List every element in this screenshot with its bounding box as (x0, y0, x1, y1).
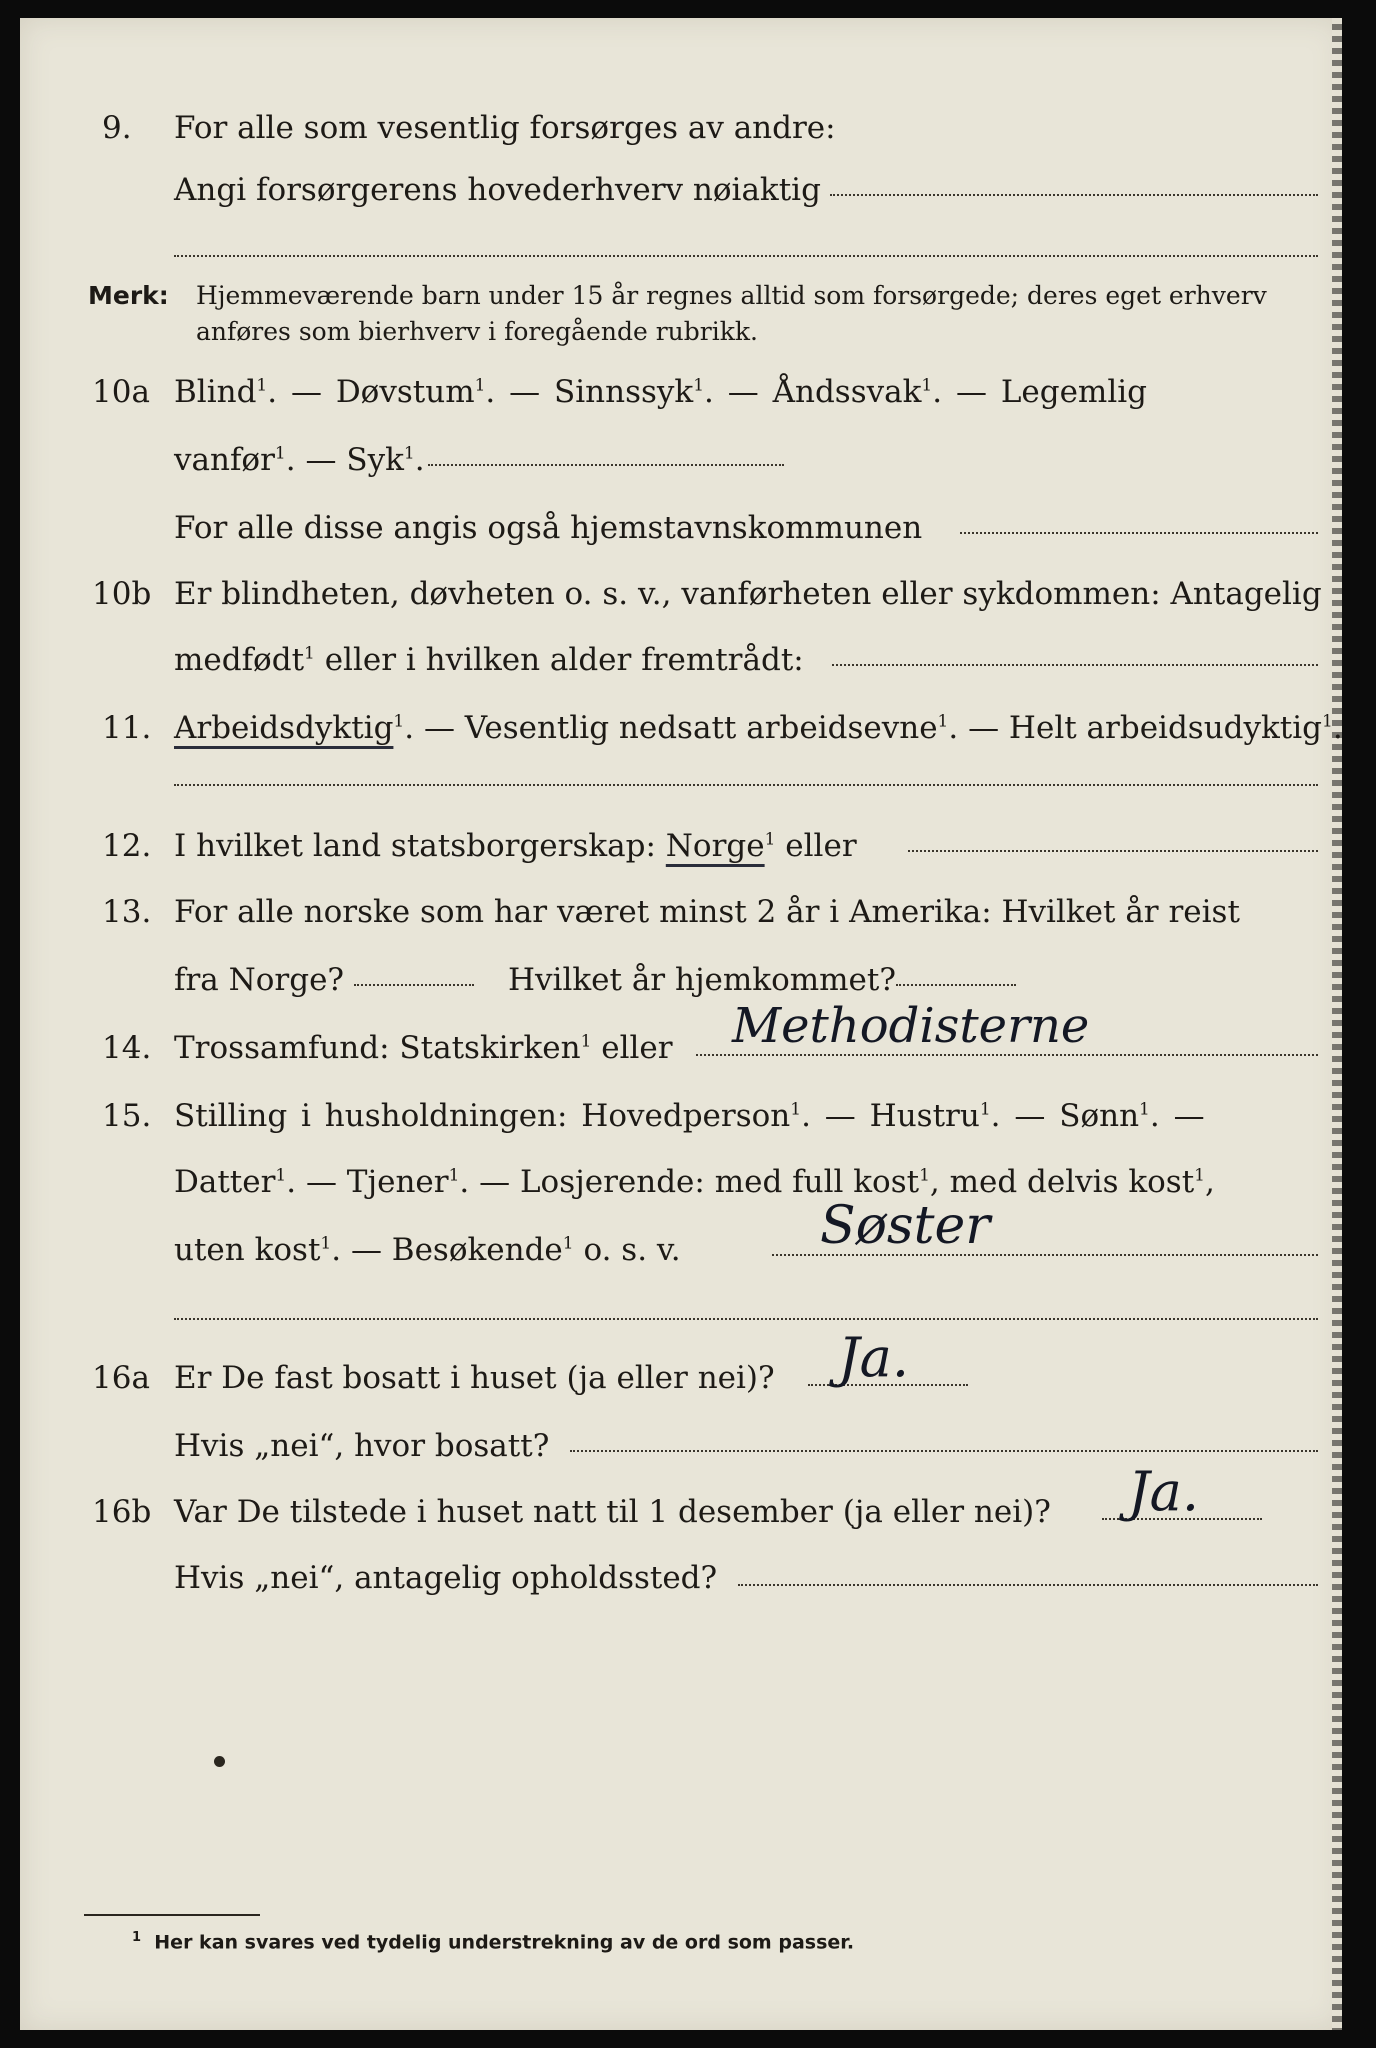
q13-line2b: Hvilket år hjemkommet? (508, 962, 896, 998)
q13-hjemkommet-line[interactable] (896, 984, 1016, 986)
q10a-answer-line[interactable] (428, 464, 784, 466)
q15-line3: uten kost$^1$. — Besøkende$^1$ o. s. v. (174, 1232, 681, 1268)
q11-answer-line[interactable] (174, 784, 1318, 786)
merk-line2: anføres som bierhverv i foregående rubrikk. (196, 317, 758, 346)
census-form-page (20, 18, 1342, 2030)
q10a-kommune-line[interactable] (960, 532, 1318, 534)
q9-number: 9. (102, 110, 132, 146)
q12-line: I hvilket land statsborgerskap: Norge$^1$ eller (174, 828, 857, 864)
q16a-bosatt-line[interactable] (570, 1450, 1318, 1452)
q14-answer-line[interactable] (696, 1054, 1318, 1056)
q16b-handwritten-answer: Ja. (1128, 1460, 1200, 1523)
footnote (132, 1930, 854, 1953)
q16a-number: 16a (92, 1360, 150, 1396)
q13-line2a: fra Norge? (174, 962, 345, 998)
q10b-number: 10b (92, 576, 152, 612)
q10b-line2: medfødt$^1$ eller i hvilken alder fremtrådt: (174, 642, 804, 678)
q15-line2: Datter$^1$. — Tjener$^1$. — Losjerende: med full kost$^1$, med delvis kost$^1$, (174, 1164, 1215, 1200)
q16a-line1: Er De fast bosatt i huset (ja eller nei)? (174, 1360, 775, 1396)
q9-line2: Angi forsørgerens hovederhverv nøiaktig (174, 172, 821, 208)
merk-label: Merk: (88, 281, 169, 310)
q16a-handwritten-answer: Ja. (838, 1326, 910, 1389)
q9-line1: For alle som vesentlig forsørges av andre: (174, 110, 836, 146)
merk-line1: Hjemmeværende barn under 15 år regnes alltid som forsørgede; deres eget erhverv (196, 281, 1267, 310)
q11-number: 11. (102, 710, 152, 746)
q9-answer-line[interactable] (830, 194, 1318, 196)
footnote-rule (84, 1914, 260, 1916)
q10a-line1: Blind$^1$. — Døvstum$^1$. — Sinnssyk$^1$. — Åndssvak$^1$. — Legemlig (174, 374, 1148, 410)
q16b-line1: Var De tilstede i huset natt til 1 desember (ja eller nei)? (174, 1494, 1051, 1530)
q13-number: 13. (102, 894, 152, 930)
q10b-answer-line[interactable] (832, 664, 1318, 666)
q13-line1: For alle norske som har været minst 2 år i Amerika: Hvilket år reist (174, 894, 1240, 930)
footnote-text: Her kan svares ved tydelig understrekning av de ord som passer. (154, 1931, 855, 1954)
q12-number: 12. (102, 828, 152, 864)
q11-line: Arbeidsdyktig$^1$. — Vesentlig nedsatt arbeidsevne$^1$. — Helt arbeidsudyktig$^1$. (174, 710, 1343, 746)
q10a-line2: vanfør$^1$. — Syk$^1$. (174, 442, 425, 478)
ink-dot (214, 1756, 225, 1767)
footnote-marker: 1 (132, 1930, 142, 1945)
q14-number: 14. (102, 1030, 152, 1066)
q10a-number: 10a (92, 374, 150, 410)
q12-answer-line[interactable] (908, 850, 1318, 852)
q15-handwritten-answer: Søster (820, 1196, 991, 1256)
q14-handwritten-answer: Methodisterne (732, 998, 1090, 1054)
q16a-line2: Hvis „nei“, hvor bosatt? (174, 1428, 550, 1464)
q14-line: Trossamfund: Statskirken$^1$ eller (174, 1030, 673, 1066)
q13-reist-line[interactable] (354, 984, 474, 986)
q9-answer-line-2[interactable] (174, 255, 1318, 257)
q16b-opholdssted-line[interactable] (738, 1584, 1318, 1586)
q15-line1: Stilling i husholdningen: Hovedperson$^1$. — Hustru$^1$. — Sønn$^1$. — (174, 1098, 1205, 1134)
q15-answer-line-2[interactable] (174, 1318, 1318, 1320)
q10b-line1: Er blindheten, døvheten o. s. v., vanførheten eller sykdommen: Antagelig (174, 576, 1322, 612)
q12-underlined-norge: Norge (665, 828, 765, 864)
q15-number: 15. (102, 1098, 152, 1134)
perforated-edge (1332, 18, 1342, 2030)
q10a-line3: For alle disse angis også hjemstavnskommunen (174, 510, 923, 546)
q16b-number: 16b (92, 1494, 152, 1530)
q16b-line2: Hvis „nei“, antagelig opholdssted? (174, 1560, 718, 1596)
q11-underlined-option: Arbeidsdyktig (174, 710, 394, 746)
